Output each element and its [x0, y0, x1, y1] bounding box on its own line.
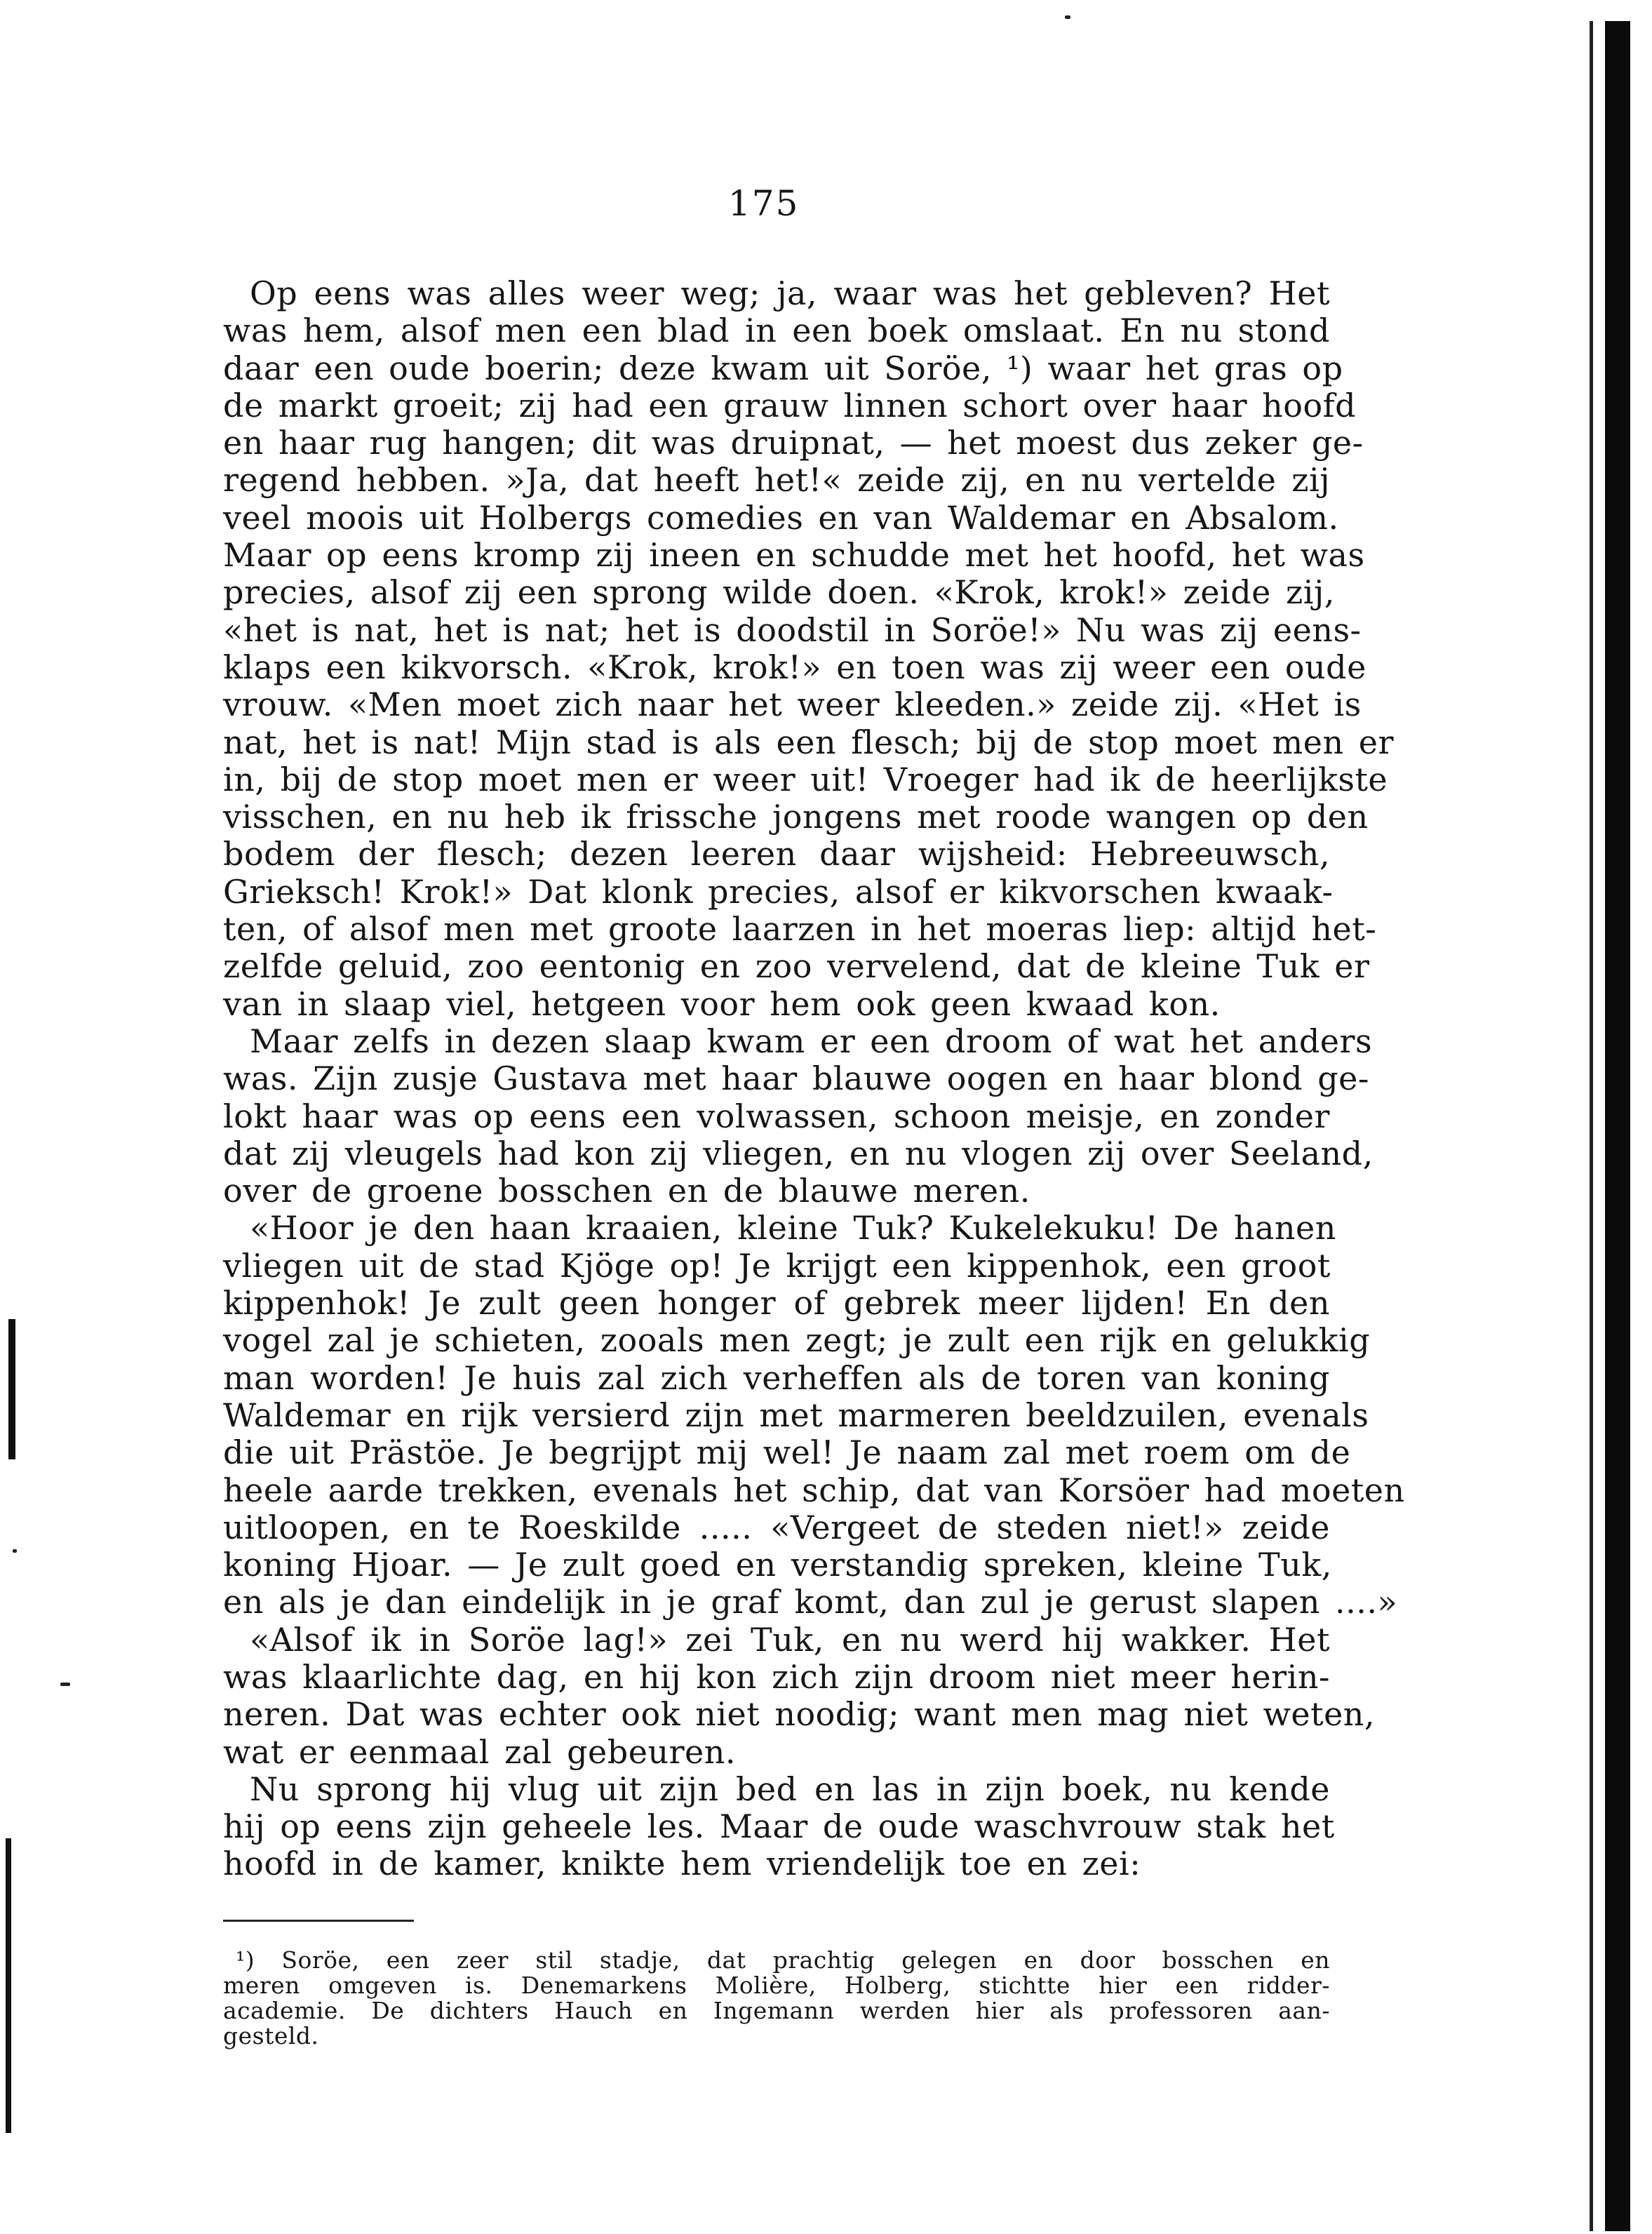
text-line: nat, het is nat! Mijn stad is als een flesch; bij de stop moet men er [223, 723, 1394, 761]
page-number: 175 [728, 183, 800, 224]
footnote-line: academie. De dichters Hauch en Ingemann werden hier als professoren aan- [223, 1997, 1330, 2024]
text-line: kippenhok! Je zult geen honger of gebrek meer lijden! En den [223, 1284, 1330, 1323]
body-text [223, 274, 1405, 1883]
text-line: visschen, en nu heb ik frissche jongens met roode wangen op den [223, 798, 1369, 836]
text-line: van in slaap viel, hetgeen voor hem ook geen kwaad kon. [223, 984, 1221, 1023]
text-line: koning Hjoar. — Je zult goed en verstandig spreken, kleine Tuk, [223, 1546, 1332, 1584]
text-line: neren. Dat was echter ook niet noodig; want men mag niet weten, [223, 1695, 1376, 1734]
text-line: Nu sprong hij vlug uit zijn bed en las in zijn boek, nu kende [250, 1770, 1330, 1808]
text-line: vrouw. «Men moet zich naar het weer kleeden.» zeide zij. «Het is [223, 685, 1362, 724]
text-line: die uit Prästöe. Je begrijpt mij wel! Je naam zal met roem om de [223, 1433, 1351, 1472]
text-line: «Alsof ik in Soröe lag!» zei Tuk, en nu werd hij wakker. Het [250, 1620, 1330, 1659]
text-line: was klaarlichte dag, en hij kon zich zijn droom niet meer herin- [223, 1657, 1330, 1696]
text-line: Waldemar en rijk versierd zijn met marmeren beeldzuilen, evenals [223, 1396, 1369, 1434]
text-line: regend hebben. »Ja, dat heeft het!« zeide zij, en nu vertelde zij [223, 461, 1330, 500]
footnote-line: meren omgeven is. Denemarkens Molière, Holberg, stichtte hier een ridder- [223, 1972, 1330, 1999]
scan-edge-line [1590, 21, 1593, 2231]
text-line: wat er eenmaal zal gebeuren. [223, 1732, 737, 1771]
text-line: «het is nat, het is nat; het is doodstil in Soröe!» Nu was zij eens- [223, 610, 1362, 649]
text-line: ten, of alsof men met groote laarzen in het moeras liep: altijd het- [223, 910, 1377, 949]
text-line: Op eens was alles weer weg; ja, waar was het gebleven? Het [250, 274, 1330, 312]
text-line: hij op eens zijn geheele les. Maar de oude waschvrouw stak het [223, 1807, 1335, 1846]
binding-mark [6, 1838, 11, 2133]
text-line: veel moois uit Holbergs comedies en van Waldemar en Absalom. [223, 498, 1339, 537]
footnote-block [223, 1948, 1330, 2049]
text-line: Maar zelfs in dezen slaap kwam er een droom of wat het anders [250, 1022, 1373, 1060]
text-line: man worden! Je huis zal zich verheffen als de toren van koning [223, 1358, 1330, 1397]
text-line: vliegen uit de stad Kjöge op! Je krijgt een kippenhok, een groot [223, 1246, 1331, 1285]
text-line: lokt haar was op eens een volwassen, schoon meisje, en zonder [223, 1097, 1330, 1135]
scan-speck [1065, 15, 1070, 19]
text-line: dat zij vleugels had kon zij vliegen, en nu vlogen zij over Seeland, [223, 1134, 1374, 1172]
text-line: was hem, alsof men een blad in een boek omslaat. En nu stond [223, 312, 1330, 350]
text-line: klaps een kikvorsch. «Krok, krok!» en toen was zij weer een oude [223, 648, 1366, 686]
text-line: Maar op eens kromp zij ineen en schudde met het hoofd, het was [223, 536, 1365, 575]
text-line: vogel zal je schieten, zooals men zegt; je zult een rijk en gelukkig [223, 1321, 1371, 1360]
scan-speck [60, 1683, 70, 1686]
text-line: daar een oude boerin; deze kwam uit Soröe, ¹) waar het gras op [223, 349, 1343, 387]
text-line: bodem der flesch; dezen leeren daar wijsheid: Hebreeuwsch, [223, 835, 1330, 874]
text-line: en als je dan eindelijk in je graf komt, dan zul je gerust slapen ....» [223, 1583, 1398, 1621]
text-line: «Hoor je den haan kraaien, kleine Tuk? Kukelekuku! De hanen [250, 1209, 1336, 1248]
text-line: was. Zijn zusje Gustava met haar blauwe oogen en haar blond ge- [223, 1059, 1369, 1098]
text-line: precies, alsof zij een sprong wilde doen. «Krok, krok!» zeide zij, [223, 573, 1335, 612]
text-line: in, bij de stop moet men er weer uit! Vroeger had ik de heerlijkste [223, 760, 1388, 798]
scan-speck [13, 1549, 17, 1553]
binding-mark [8, 1319, 15, 1459]
text-line: over de groene bosschen en de blauwe meren. [223, 1172, 1030, 1210]
text-line: heele aarde trekken, evenals het schip, dat van Korsöer had moeten [223, 1471, 1405, 1509]
text-line: hoofd in de kamer, knikte hem vriendelijk toe en zei: [223, 1845, 1141, 1883]
footnote-line: gesteld. [223, 2022, 319, 2049]
text-line: uitloopen, en te Roeskilde ..... «Vergeet de steden niet!» zeide [223, 1508, 1330, 1546]
text-line: en haar rug hangen; dit was druipnat, — het moest dus zeker ge- [223, 424, 1364, 462]
footnote-line: ¹) Soröe, een zeer stil stadje, dat prachtig gelegen en door bosschen en [236, 1946, 1330, 1974]
footnote-divider [223, 1920, 414, 1922]
text-line: Grieksch! Krok!» Dat klonk precies, alsof er kikvorschen kwaak- [223, 872, 1334, 911]
text-line: zelfde geluid, zoo eentonig en zoo vervelend, dat de kleine Tuk er [223, 947, 1370, 986]
scan-edge-shadow [1605, 21, 1630, 2231]
text-line: de markt groeit; zij had een grauw linnen schort over haar hoofd [223, 386, 1357, 424]
